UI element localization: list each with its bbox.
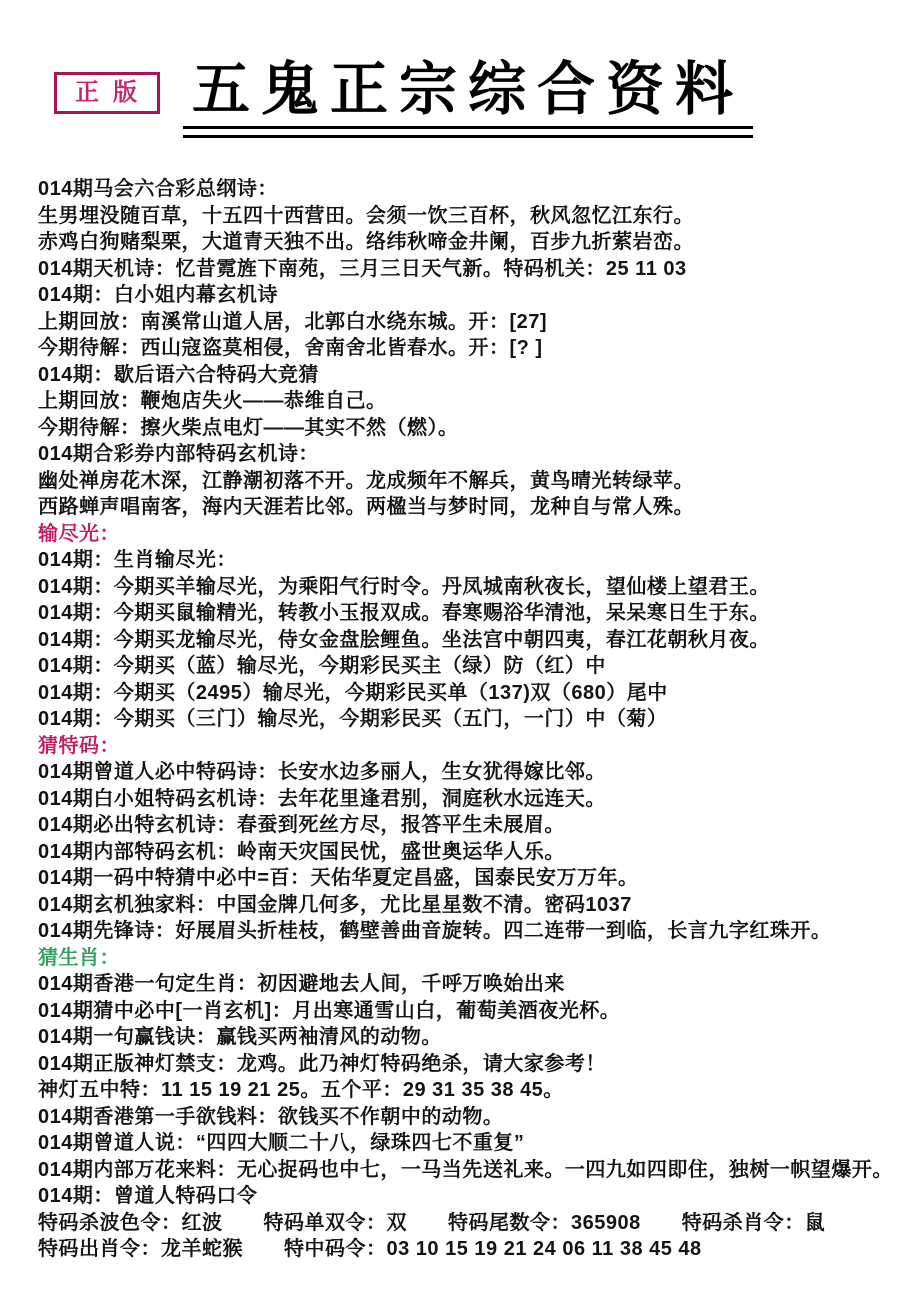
text-line: 幽处禅房花木深，江静潮初落不开。龙成频年不解兵，黄鸟晴光转绿苹。: [38, 469, 694, 492]
text-line: 014期：今期买羊输尽光，为乘阳气行时令。丹凤城南秋夜长，望仙楼上望君王。: [38, 575, 770, 598]
text-line: 014期内部特码玄机：岭南天灾国民忧，盛世奥运华人乐。: [38, 840, 565, 863]
text-line: 特码出肖令：龙羊蛇猴 特中码令：03 10 15 19 21 24 06 11 38 45 48: [38, 1238, 702, 1260]
text-line: 014期合彩券内部特码玄机诗：: [38, 443, 319, 465]
text-line: 今期待解：擦火柴点电灯——其实不然（燃）。: [38, 416, 459, 439]
text-line: 014期：生肖输尽光：: [38, 549, 237, 571]
text-line: 014期猜中必中[一肖玄机]：月出寒通雪山白，葡萄美酒夜光杯。: [38, 999, 621, 1022]
text-line: 014期马会六合彩总纲诗：: [38, 178, 278, 200]
text-line: 上期回放：南溪常山道人居，北郭白水绕东城。开：[27]: [38, 310, 548, 333]
authentic-badge: 正版: [54, 72, 160, 114]
title-block: [183, 58, 753, 138]
text-line: 014期一句赢钱诀：赢钱买两袖清风的动物。: [38, 1026, 442, 1048]
text-line: 上期回放：鞭炮店失火——恭维自己。: [38, 390, 387, 412]
text-line: 特码杀波色令：红波 特码单双令：双 特码尾数令：365908 特码杀肖令：鼠: [38, 1211, 826, 1234]
text-line: 014期曾道人必中特码诗：长安水边多丽人，生女犹得嫁比邻。: [38, 761, 606, 783]
text-line: 生男埋没随百草，十五四十西营田。会须一饮三百杯，秋风忽忆江东行。: [38, 204, 694, 227]
text-line: 014期：今期买鼠输精光，转教小玉报双成。春寒赐浴华清池，呆呆寒日生于东。: [38, 602, 770, 624]
text-line: 神灯五中特：11 15 19 21 25。五个平：29 31 35 38 45。: [38, 1079, 564, 1101]
text-line: 014期曾道人说：“四四大顺二十八，绿珠四七不重复”: [38, 1132, 525, 1154]
text-line: 014期：今期买（蓝）输尽光，今期彩民买主（绿）防（红）中: [38, 655, 606, 677]
text-line: 014期香港一句定生肖：初因避地去人间，千呼万唤始出来: [38, 973, 565, 995]
text-line: 014期：白小姐内幕玄机诗: [38, 284, 278, 306]
text-line: 014期先锋诗：好展眉头折桂枝，鹤壁善曲音旋转。四二连带一到临，长言九字红珠开。: [38, 920, 832, 942]
text-line: 014期必出特玄机诗：春蚕到死丝方尽，报答平生未展眉。: [38, 814, 565, 836]
text-line: 西路蝉声唱南客，海内天涯若比邻。两楹当与梦时同，龙种自与常人殊。: [38, 496, 694, 518]
text-line: 014期白小姐特码玄机诗：去年花里逢君别，洞庭秋水远连天。: [38, 787, 606, 810]
title-underline: [183, 126, 753, 138]
text-line: 014期：今期买龙输尽光，侍女金盘脍鲤鱼。坐法宫中朝四夷，春江花朝秋月夜。: [38, 628, 770, 651]
page-header: [0, 0, 900, 158]
text-line: 014期：曾道人特码口令: [38, 1185, 258, 1207]
section-header: 输尽光：: [38, 522, 120, 545]
text-line: 014期香港第一手欲钱料：欲钱买不作朝中的动物。: [38, 1105, 504, 1128]
text-line: 014期正版神灯禁支：龙鸡。此乃神灯特码绝杀，请大家参考！: [38, 1052, 606, 1075]
text-line: 014期一码中特猜中必中=百：天佑华夏定昌盛，国泰民安万万年。: [38, 867, 639, 889]
text-line: 014期：歇后语六合特码大竞猜: [38, 363, 319, 386]
section-header: 猜生肖：: [38, 946, 120, 969]
section-header: 猜特码：: [38, 734, 120, 757]
text-line: 014期：今期买（三门）输尽光，今期彩民买（五门，一门）中（菊）: [38, 708, 668, 730]
content-lines: [0, 176, 900, 1263]
page-title: 五鬼正宗综合资料: [191, 57, 744, 122]
text-line: 014期玄机独家料：中国金牌几何多，尤比星星数不清。密码1037: [38, 893, 632, 916]
text-line: 赤鸡白狗赌梨栗，大道青天独不出。络纬秋啼金井阑，百步九折萦岩峦。: [38, 231, 694, 253]
text-line: 014期内部万花来料：无心捉码也中七，一马当先送礼来。一四九如四即住，独树一帜望爆开。: [38, 1158, 893, 1181]
text-line: 014期：今期买（2495）输尽光，今期彩民买单（137)双（680）尾中: [38, 681, 668, 704]
text-line: 014期天机诗：忆昔霓旌下南苑，三月三日天气新。特码机关：25 11 03: [38, 257, 687, 280]
text-line: 今期待解：西山寇盗莫相侵，舍南舍北皆春水。开：[? ]: [38, 337, 543, 359]
